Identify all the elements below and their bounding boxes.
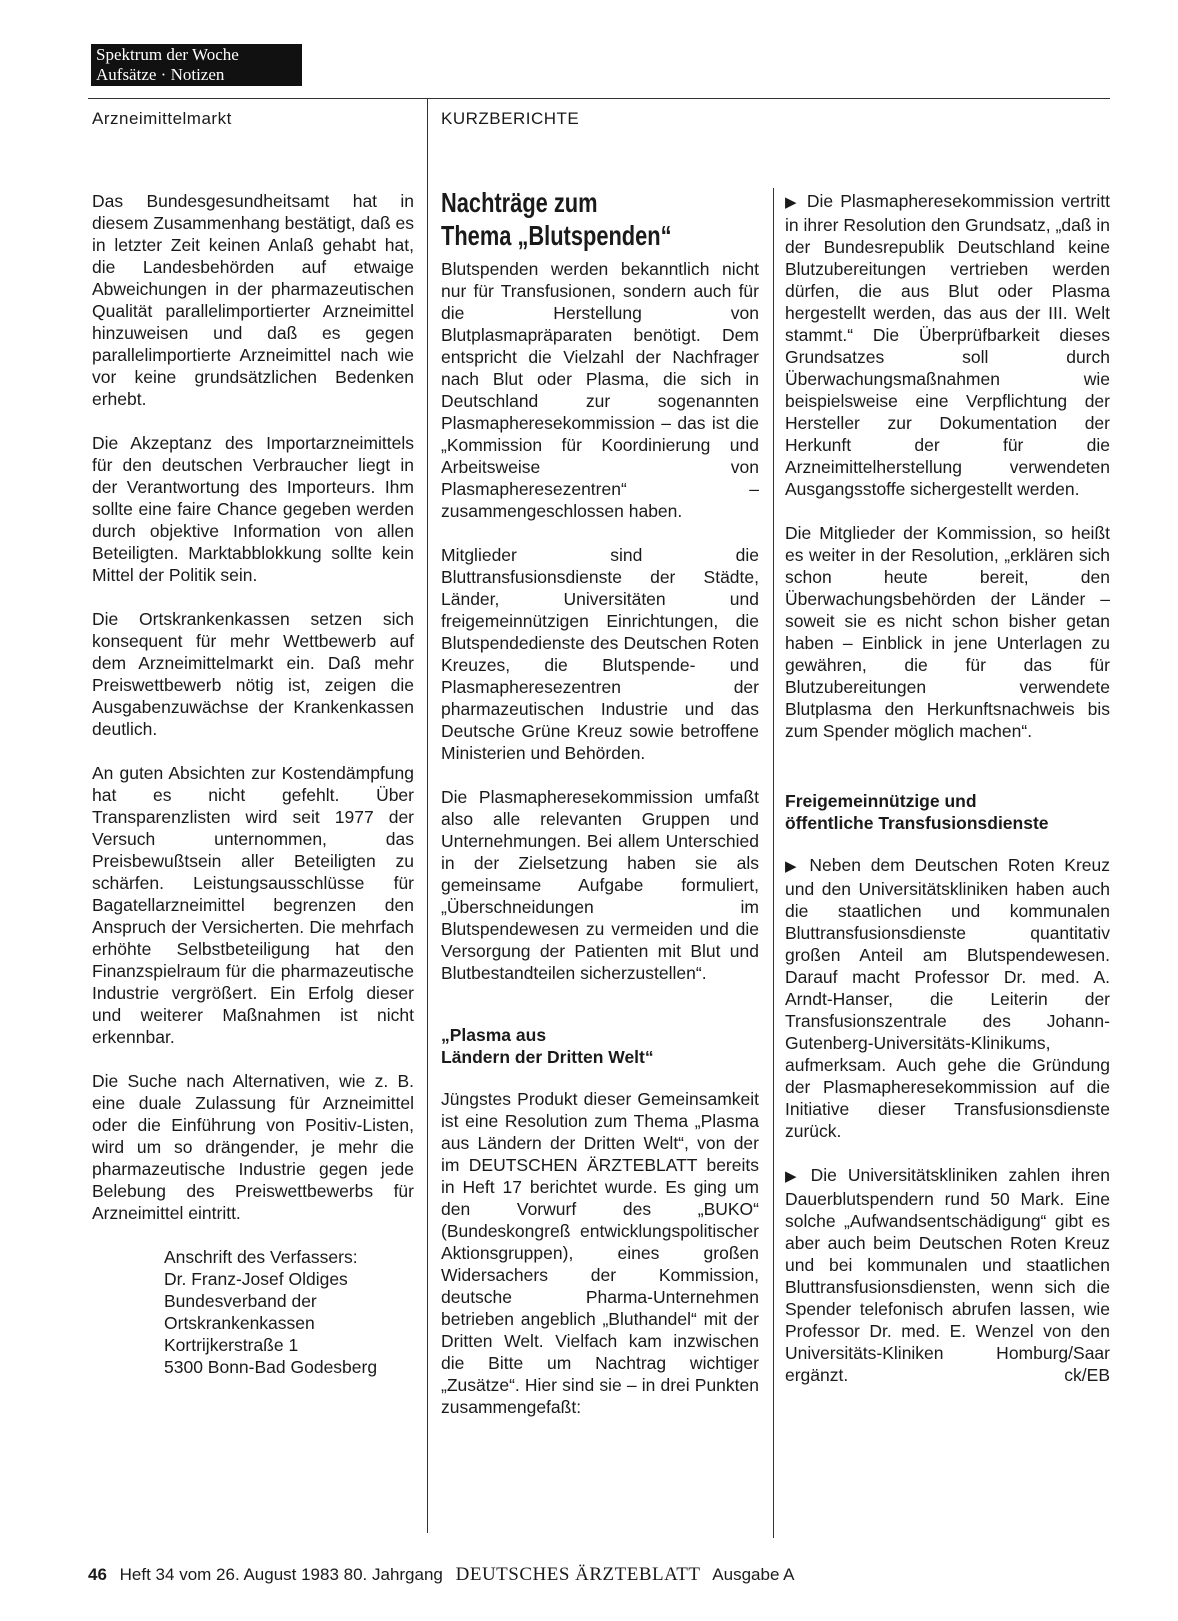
address-line: Ortskrankenkassen: [164, 1313, 315, 1333]
paragraph: [785, 1164, 1110, 1386]
subheading-line1: Freigemeinnützige und: [785, 791, 977, 811]
left-section-label: Arzneimittelmarkt: [92, 109, 232, 128]
article-headline: [441, 186, 691, 252]
masthead-accent-bar: [88, 44, 91, 86]
column-divider-right: [773, 188, 774, 1538]
paragraph: [785, 854, 1110, 1142]
edition-label: Ausgabe A: [712, 1565, 795, 1584]
article-column-right: [785, 190, 1110, 1408]
address-line: 5300 Bonn-Bad Godesberg: [164, 1357, 378, 1377]
headline-line1: Nachträge zum: [441, 187, 598, 218]
address-line: Dr. Franz-Josef Oldiges: [164, 1269, 348, 1289]
section-masthead: [88, 44, 302, 86]
masthead-line2: Aufsätze · Notizen: [96, 65, 225, 84]
triangle-bullet-icon: ▶: [785, 1168, 803, 1185]
author-signature: ck/EB: [1064, 1365, 1110, 1385]
paragraph: Mitglieder sind die Bluttransfusionsdienste der Städte, Länder, Universitäten und freigemeinnützigen Einrichtungen, die Blutspendedienste des Deutschen Roten Kreuzes, die Blutspende- und Plasmapheresezentren der pharmazeutischen Industrie und das Deutsche Grüne Kreuz sowie betroffene Ministerien und Behörden.: [441, 545, 759, 763]
page-number: 46: [88, 1565, 107, 1584]
issue-info: Heft 34 vom 26. August 1983 80. Jahrgang: [119, 1565, 443, 1584]
address-line: Kortrijkerstraße 1: [164, 1335, 299, 1355]
triangle-bullet-icon: ▶: [785, 194, 799, 211]
paragraph: Die Mitglieder der Kommission, so heißt es weiter in der Resolution, „erklären sich schon heute bereit, den Überwachungsbehörden der Länder – soweit sie es nicht schon bisher getan haben – Einblick in jene Unterlagen zu gewähren, die für das für Blutzubereitungen verwendete Blutplasma den Herkunftsnachweis bis zum Spender möglich machen“.: [785, 523, 1110, 741]
publication-name: DEUTSCHES ÄRZTEBLATT: [455, 1564, 701, 1585]
right-section-label: KURZBERICHTE: [441, 109, 580, 128]
paragraph: Jüngstes Produkt dieser Gemeinsamkeit ist eine Resolution zum Thema „Plasma aus Ländern der Dritten Welt“, von der im DEUTSCHEN ÄRZTEBLATT bereits in Heft 17 berichtet wurde. Es ging um den Vorwurf des „BUKO“ (Bundeskongreß entwicklungspolitischer Aktionsgruppen), eines großen Widersachers der Kommission, deutsche Pharma-Unternehmen betrieben angeblich „Bluthandel“ mit der Dritten Welt. Vielfach kam inzwischen die Bitte um Nachtrag wichtiger „Zusätze“. Hier sind sie – in drei Punkten zusammengefaßt:: [441, 1089, 759, 1417]
headline-line2: Thema „Blutspenden“: [441, 220, 672, 251]
article-column-left: [92, 190, 414, 1378]
paragraph: Blutspenden werden bekanntlich nicht nur für Transfusionen, sondern auch für die Herstellung von Blutplasmapräparaten benötigt. Dem entspricht die Vielzahl der Nachfrager nach Blut oder Plasma, die sich in Deutschland zur sogenannten Plasmapheresekommission – das ist die „Kommission für Koordinierung und Arbeitsweise von Plasmapheresezentren“ – zusammengeschlossen haben.: [441, 259, 759, 521]
page-footer: [88, 1564, 795, 1586]
paragraph: Das Bundesgesundheitsamt hat in diesem Zusammenhang bestätigt, daß es in letzter Zeit keinen Anlaß gehabt hat, die Landesbehörden auf etwaige Abweichungen in der pharmazeutischen Qualität parallelimportierter Arzneimittel hinzuweisen und daß es gegen parallelimportierte Arzneimittel nach wie vor keine grundsätzlichen Bedenken erhebt.: [92, 191, 414, 409]
triangle-bullet-icon: ▶: [785, 858, 802, 875]
subheading-line2: Ländern der Dritten Welt“: [441, 1047, 654, 1067]
subheading: [785, 790, 1110, 834]
paragraph-text: Die Universitätskliniken zahlen ihren Dauerblutspendern rund 50 Mark. Eine solche „Aufwandsentschädigung“ gibt es aber auch beim Deutschen Roten Kreuz und bei kommunalen und staatlichen Bluttransfusionsdiensten, wenn sich die Spender telefonisch abrufen lassen, wie Professor Dr. med. E. Wenzel von den Universitäts-Kliniken Homburg/Saar ergänzt.: [785, 1165, 1110, 1385]
paragraph-text: Die Plasmapheresekommission vertritt in ihrer Resolution den Grundsatz, „daß in der Bundesrepublik Deutschland keine Blutzubereitungen vertrieben werden dürfen, die aus Blut oder Plasma hergestellt werden, das aus der III. Welt stammt.“ Die Überprüfbarkeit dieses Grundsatzes soll durch Überwachungsmaßnahmen wie beispielsweise eine Verpflichtung der Hersteller zur Dokumentation der Herkunft der für die Arzneimittelherstellung verwendeten Ausgangsstoffe sichergestellt werden.: [785, 191, 1110, 499]
paragraph: An guten Absichten zur Kostendämpfung hat es nicht gefehlt. Über Transparenzlisten wird seit 1977 der Versuch unternommen, das Preisbewußtsein aller Beteiligten zu schärfen. Leistungsausschlüsse für Bagatellarzneimittel begrenzen den Anspruch der Versicherten. Die mehrfach erhöhte Selbstbeteiligung hat den Finanzspielraum für die pharmazeutische Industrie vergrößert. Ein Erfolg dieser und weiterer Maßnahmen ist nicht erkennbar.: [92, 763, 414, 1047]
paragraph: Die Suche nach Alternativen, wie z. B. eine duale Zulassung für Arzneimittel oder die Einführung von Positiv-Listen, wird um so drängender, je mehr die pharmazeutische Industrie gegen jede Belebung des Preiswettbewerbs für Arzneimittel eintritt.: [92, 1071, 414, 1223]
masthead-line1: Spektrum der Woche: [96, 45, 239, 64]
column-divider-main: [427, 98, 428, 1533]
paragraph: Die Ortskrankenkassen setzen sich konsequent für mehr Wettbewerb auf dem Arzneimittelmarkt ein. Daß mehr Preiswettbewerb nötig ist, zeigen die Ausgabenzuwächse der Krankenkassen deutlich.: [92, 609, 414, 739]
address-line: Anschrift des Verfassers:: [164, 1247, 358, 1267]
top-rule: [88, 98, 1110, 99]
paragraph-text: Neben dem Deutschen Roten Kreuz und den Universitätskliniken haben auch die staatlichen und kommunalen Bluttransfusionsdienste quantitativ großen Anteil am Blutspendewesen. Darauf macht Professor Dr. med. A. Arndt-Hanser, die Leiterin der Transfusionszentrale des Johann-Gutenberg-Universitäts-Klinikums, aufmerksam. Auch gehe die Gründung der Plasmapheresekommission auf die Initiative dieser Transfusionsdienste zurück.: [785, 855, 1110, 1141]
article-column-middle: [441, 258, 759, 1440]
paragraph: Die Plasmapheresekommission umfaßt also alle relevanten Gruppen und Unternehmungen. Bei allem Unterschied in der Zielsetzung haben sie als gemeinsame Aufgabe formuliert, „Überschneidungen im Blutspendewesen zu vermeiden und die Versorgung der Patienten mit Blut und Blutbestandteilen sicherzustellen“.: [441, 787, 759, 983]
paragraph: [785, 190, 1110, 500]
subheading: [441, 1024, 759, 1068]
subheading-line2: öffentliche Transfusionsdienste: [785, 813, 1049, 833]
subheading-line1: „Plasma aus: [441, 1025, 547, 1045]
address-line: Bundesverband der: [164, 1291, 317, 1311]
paragraph: Die Akzeptanz des Importarzneimittels für den deutschen Verbraucher liegt in der Verantwortung des Importeurs. Ihm sollte eine faire Chance gegeben werden durch objektive Information von allen Beteiligten. Marktabblokkung sollte kein Mittel der Politik sein.: [92, 433, 414, 585]
author-address: [92, 1246, 414, 1378]
